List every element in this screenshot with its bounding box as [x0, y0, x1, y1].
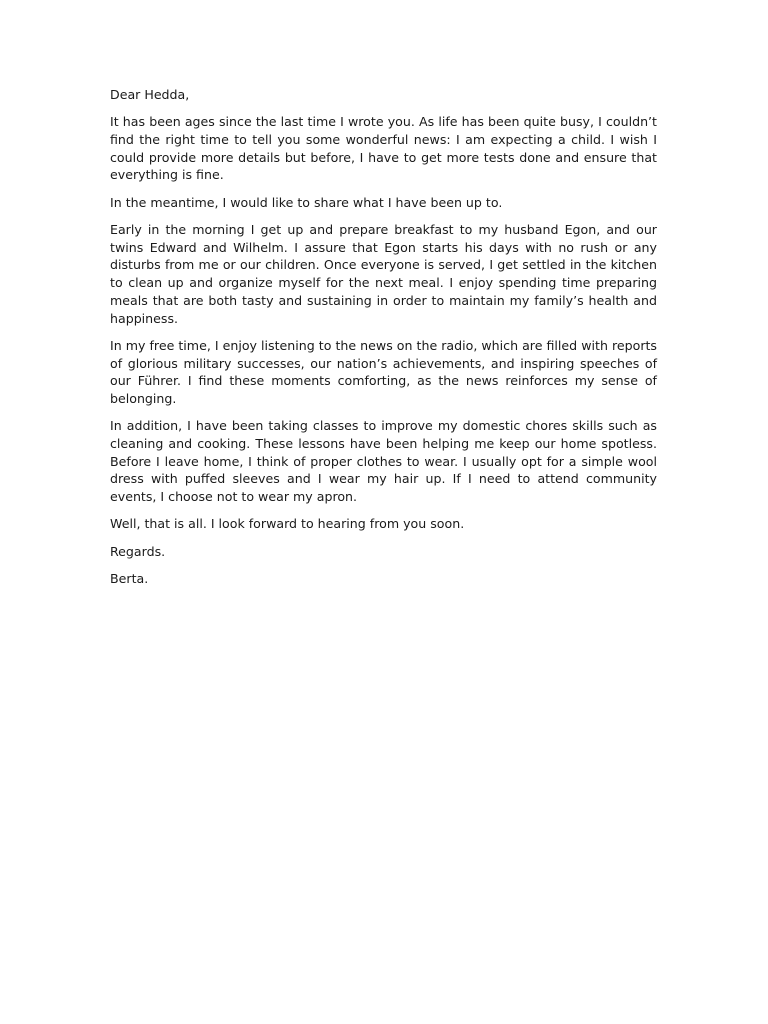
- letter-paragraph-morning: Early in the morning I get up and prepare breakfast to my husband Egon, and our twins Edward and Wilhelm. I assure that Egon starts his days with no rush or any disturbs from me or our children. Once everyone is served, I get settled in the kitchen to clean up and organize myself for the next meal. I enjoy spending time preparing meals that are both tasty and sustaining in order to maintain my family’s health and happiness.: [110, 222, 657, 326]
- letter-paragraph-classes: In addition, I have been taking classes to improve my domestic chores skills such as cleaning and cooking. These lessons have been helping me keep our home spotless. Before I leave home, I think of proper clothes to wear. I usually opt for a simple wool dress with puffed sleeves and I wear my hair up. If I need to attend community events, I choose not to wear my apron.: [110, 418, 657, 505]
- letter-body: [110, 86, 657, 597]
- letter-greeting: Dear Hedda,: [110, 87, 190, 102]
- letter-paragraph-farewell: Well, that is all. I look forward to hearing from you soon.: [110, 516, 465, 532]
- letter-paragraph-news: It has been ages since the last time I wrote you. As life has been quite busy, I couldn’t find the right time to tell you some wonderful news: I am expecting a child. I wish I could provide more details but before, I have to get more tests done and ensure that everything is fine.: [110, 114, 657, 183]
- letter-paragraph-meantime: In the meantime, I would like to share what I have been up to.: [110, 194, 503, 210]
- letter-paragraph-free-time: In my free time, I enjoy listening to the news on the radio, which are filled with reports of glorious military successes, our nation’s achievements, and inspiring speeches of our Führer. I find these moments comforting, as the news reinforces my sense of belonging.: [110, 337, 657, 406]
- letter-closing: Regards.: [110, 543, 166, 559]
- letter-signature: Berta.: [110, 570, 149, 586]
